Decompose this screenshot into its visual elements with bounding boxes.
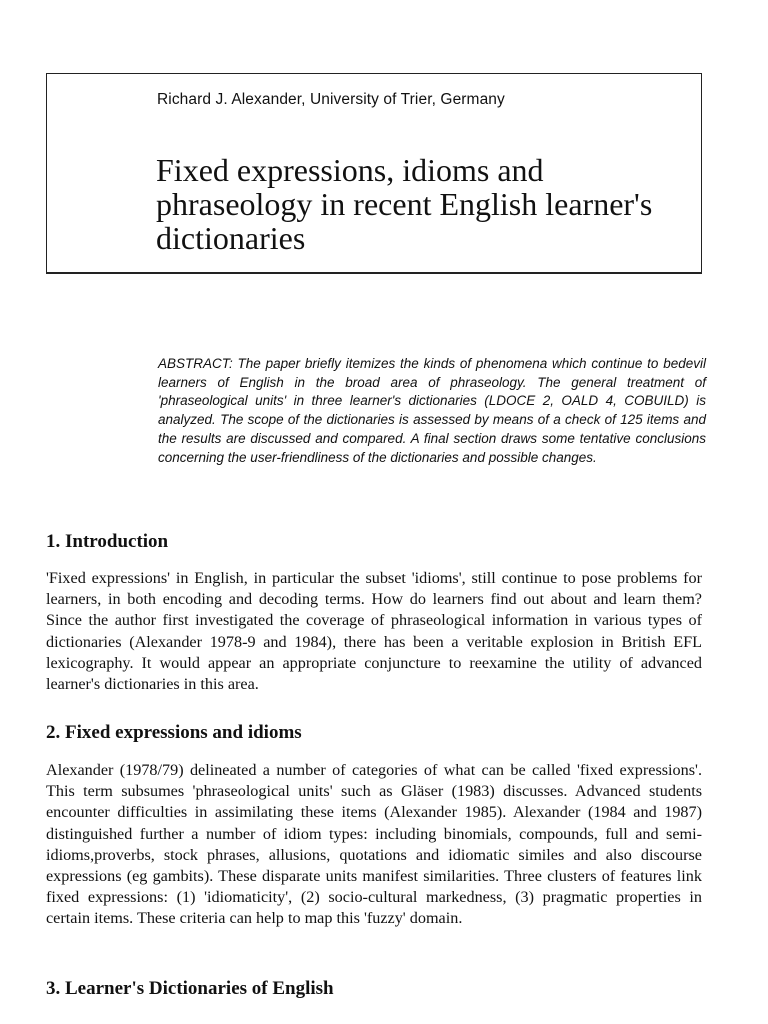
section-heading-learners-dictionaries: 3. Learner's Dictionaries of English — [46, 978, 334, 999]
section-text-introduction: 'Fixed expressions' in English, in particular the subset 'idioms', still continue to pose problems for learners, in both encoding and decoding terms. How do learners find out about and learn them? Since the author first investigated the coverage of phraseological information in various types of dictionaries (Alexander 1978-9 and 1984), there has been a veritable explosion in British EFL lexicography. It would appear an appropriate conjuncture to reexamine the utility of advanced learner's dictionaries in this area. — [46, 569, 702, 694]
author-affiliation: Richard J. Alexander, University of Trier, Germany — [157, 91, 505, 108]
section-heading-fixed-expressions: 2. Fixed expressions and idioms — [46, 722, 302, 743]
title-box — [46, 73, 702, 274]
paper-title: Fixed expressions, idioms and phraseology in recent English learner's dictionaries — [156, 152, 653, 256]
abstract: ABSTRACT: The paper briefly itemizes the kinds of phenomena which continue to bedevil learners of English in the broad area of phraseology. The general treatment of 'phraseological units' in three learner's dictionaries (LDOCE 2, OALD 4, COBUILD) is analyzed. The scope of the dictionaries is assessed by means of a check of 125 items and the results are discussed and compared. A final section draws some tentative conclusions concerning the user-friendliness of the dictionaries and possible changes. — [158, 356, 706, 465]
section-text-fixed-expressions: Alexander (1978/79) delineated a number of categories of what can be called 'fixed expressions'. This term subsumes 'phraseological units' such as Gläser (1983) discusses. Advanced students encounter difficulties in assimilating these items (Alexander 1985). Alexander (1984 and 1987) distinguished further a number of idiom types: including binomials, compounds, full and semi-idioms,proverbs, stock phrases, allusions, quotations and idiomatic similes and also discourse expressions (eg gambits). These disparate units manifest similarities. Three clusters of features link fixed expressions: (1) 'idiomaticity', (2) socio-cultural markedness, (3) pragmatic properties in certain items. These criteria can help to map this 'fuzzy' domain. — [46, 761, 702, 928]
section-heading-introduction: 1. Introduction — [46, 531, 169, 552]
